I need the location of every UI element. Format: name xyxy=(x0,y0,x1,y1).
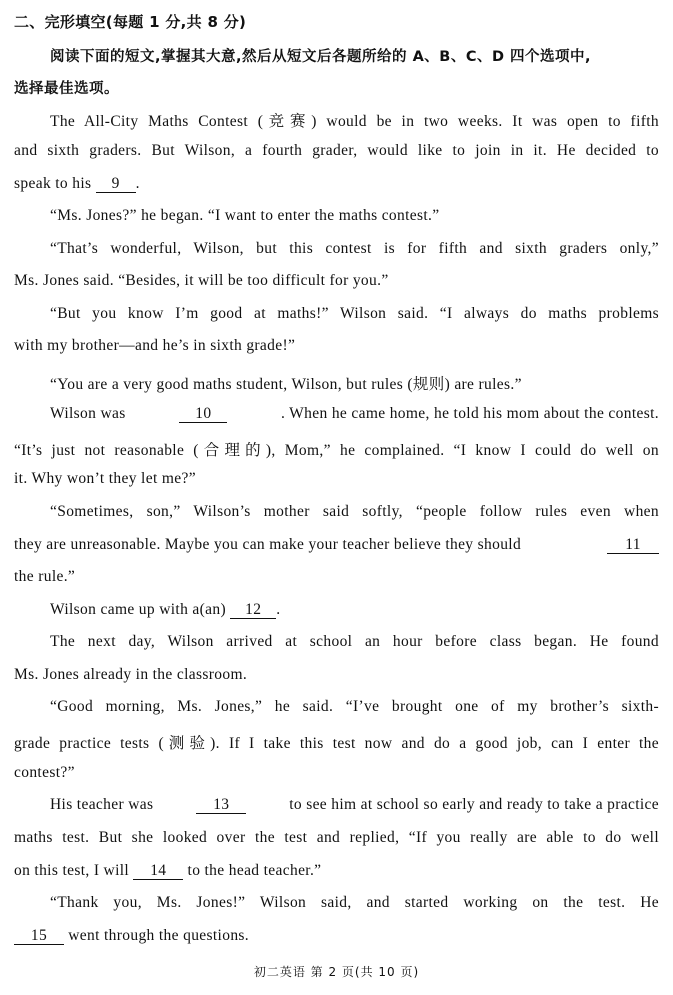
passage-line xyxy=(50,601,280,619)
passage-text: Wilson came up with a(an) xyxy=(50,601,226,618)
passage-line xyxy=(50,796,659,814)
passage-text: they are unreasonable. Maybe you can make your teacher believe they should xyxy=(14,536,522,553)
passage-line: “Ms. Jones?” he began. “I want to enter the maths contest.” xyxy=(50,207,440,224)
passage-line xyxy=(14,536,659,554)
passage-text: . When he came home, he told his mom about the contest. xyxy=(281,405,659,422)
passage-text: His teacher was xyxy=(50,796,154,813)
passage-text: speak to his xyxy=(14,175,92,192)
passage-line: with my brother—and he’s in sixth grade!” xyxy=(14,337,296,354)
passage-line: “Thank you, Ms. Jones!” Wilson said, and started working on the test. He xyxy=(50,894,659,911)
instructions-line-1: 阅读下面的短文,掌握其大意,然后从短文后各题所给的 A、B、C、D 四个选项中, xyxy=(50,49,592,65)
passage-line: “That’s wonderful, Wilson, but this contest is for fifth and sixth graders only,” xyxy=(50,240,659,257)
passage-line: “You are a very good maths student, Wilson, but rules (规则) are rules.” xyxy=(50,376,522,393)
passage-line: it. Why won’t they let me?” xyxy=(14,470,196,487)
blank-10[interactable]: 10 xyxy=(179,405,227,423)
passage-text: to see him at school so early and ready to take a practice xyxy=(289,796,659,813)
blank-13[interactable]: 13 xyxy=(196,796,246,814)
page-footer: 初二英语 第 2 页(共 10 页) xyxy=(253,965,420,979)
passage-text: Wilson was xyxy=(50,405,126,422)
instructions-line-2: 选择最佳选项。 xyxy=(14,81,119,97)
passage-line: maths test. But she looked over the test and replied, “If you really are able to do well xyxy=(14,829,659,846)
passage-line xyxy=(50,405,659,423)
passage-line xyxy=(14,175,140,193)
passage-line: “Sometimes, son,” Wilson’s mother said softly, “people follow rules even when xyxy=(50,503,659,520)
passage-line: and sixth graders. But Wilson, a fourth grader, would like to join in it. He decided to xyxy=(14,142,659,159)
passage-text: on this test, I will xyxy=(14,862,130,879)
passage-line: the rule.” xyxy=(14,568,76,585)
passage-line xyxy=(14,862,321,880)
passage-text: to the head teacher.” xyxy=(187,862,322,879)
passage-line: contest?” xyxy=(14,764,75,781)
section-heading: 二、完形填空(每题 1 分,共 8 分) xyxy=(14,13,247,31)
passage-text: . xyxy=(135,175,140,192)
passage-line: The All-City Maths Contest (竞赛) would be in two weeks. It was open to fifth xyxy=(50,113,659,130)
passage-line: grade practice tests (测验). If I take this test now and do a good job, can I enter the xyxy=(14,735,659,752)
passage-text: went through the questions. xyxy=(68,927,250,944)
blank-9[interactable]: 9 xyxy=(96,175,136,193)
blank-15[interactable]: 15 xyxy=(14,927,64,945)
blank-12[interactable]: 12 xyxy=(230,601,276,619)
passage-line: “But you know I’m good at maths!” Wilson said. “I always do maths problems xyxy=(50,305,659,322)
passage-text: . xyxy=(276,601,281,618)
passage-line: Ms. Jones already in the classroom. xyxy=(14,666,248,683)
passage-line xyxy=(14,927,249,945)
blank-14[interactable]: 14 xyxy=(133,862,183,880)
blank-11[interactable]: 11 xyxy=(607,536,659,554)
passage-line: “Good morning, Ms. Jones,” he said. “I’ve brought one of my brother’s sixth- xyxy=(50,698,659,715)
passage-line: The next day, Wilson arrived at school an hour before class began. He found xyxy=(50,633,659,650)
passage-line: Ms. Jones said. “Besides, it will be too difficult for you.” xyxy=(14,272,389,289)
passage-line: “It’s just not reasonable (合理的), Mom,” he complained. “I know I could do well on xyxy=(14,442,659,459)
